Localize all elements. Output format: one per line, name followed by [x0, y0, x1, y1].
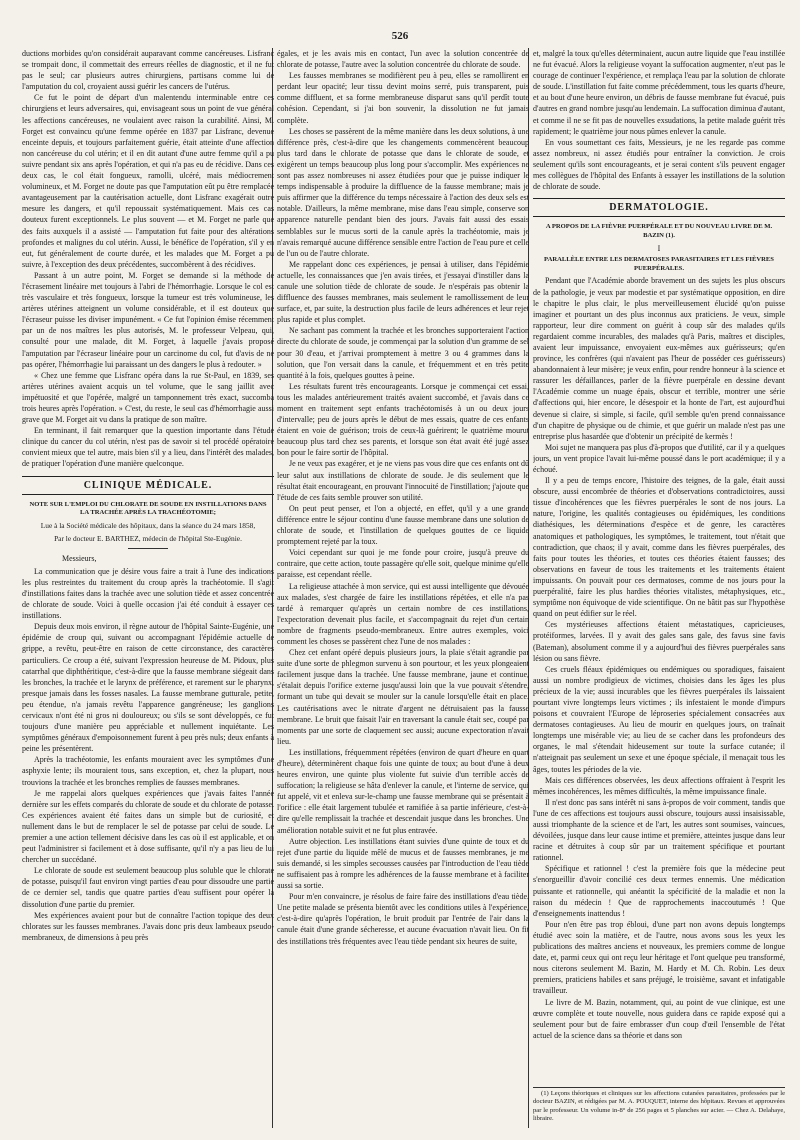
paragraph: Mais ces différences observées, les deux affections offraient à l'esprit les mêmes incohérences, les mêmes difficultés, la même impuissance finale. — [533, 775, 785, 796]
paragraph: Le livre de M. Bazin, notamment, qui, au point de vue clinique, est une œuvre complète et toute nouvelle, nous guidera dans ce rapide exposé qui a seulement pour but de faire embrasser d'un coup d'œil l'ensemble de l'état actuel de la science dans sa théorie et dans son — [533, 997, 785, 1040]
article-title: NOTE SUR L'EMPLOI DU CHLORATE DE SOUDE EN INSTILLATIONS DANS LA TRACHÉE APRÈS LA TRACHÉOTOMIE; — [29, 500, 267, 517]
paragraph: Les choses se passèrent de la même manière dans les deux solutions, à une différence près, c'est-à-dire que les changements commencèrent beaucoup plus tard dans le chlorate de potasse que dans le chlorate de soude, et exigèrent un temps beaucoup plus long pour s'accomplir. Mes expériences ne sont pas assez nombreuses ni assez étudiées pour que je puisse indiquer le temps indispensable à produire la diffluence de la fausse membrane; mais je puis affirmer que la différence du temps nécessaire à l'action des deux sels est notable. D'ailleurs, la même membrane, mise dans l'eau simple, conserve son apparence naturelle pendant bien des jours. J'avais fait aussi des essais semblables sur le mucus sorti de la canule après la trachéotomie, mais je n'avais remarqué aucune différence sensible entre l'action de l'eau pure et celle de l'un ou de l'autre chlorate. — [277, 126, 529, 258]
section-title: CLINIQUE MÉDICALE. — [22, 476, 274, 495]
paragraph: Je ne veux pas exagérer, et je ne viens pas vous dire que ces enfants ont dû leur salut aux instillations de chlorate de soude. Je dis seulement que le résultat était encourageant, en prouvant l'innocuité de l'instillation; j'ajoute que l'étude de ces faits semble prouver son utilité. — [277, 459, 529, 502]
column-1 — [22, 48, 274, 1130]
footnote: (1) Leçons théoriques et cliniques sur les affections cutanées parasitaires, professées par le docteur BAZIN, et rédigées par M. A. POUQUET, interne des hôpitaux. Revues et approuvées par le professeur. Un volume in-8° de 256 pages et 5 planches sur acier. — Chez A. Delahaye, libraire. — [533, 1089, 785, 1123]
footnotes — [533, 1087, 785, 1124]
paragraph: Autre objection. Les instillations étant suivies d'une quinte de toux et du rejet d'une partie du liquide mêlé de mucus et de fausses membranes, je me suis demandé, si les simples secousses causées par l'introduction de l'eau tiède ne suffisaient pas à rompre les adhérences de la fausse membrane et à faciliter aussi sa sortie. — [277, 836, 529, 891]
paragraph: Ne sachant pas comment la trachée et les bronches supporteraient l'action directe du chlorate de soude, je commençai par la solution d'un gramme de sel pour 30 d'eau, et j'arrivai promptement à mettre 3 ou 4 grammes dans la solution, que l'on versait dans la canule, et fréquemment et en très petite quantité à la fois, quelques gouttes à peine. — [277, 326, 529, 380]
column-3 — [533, 48, 785, 1130]
article-read-at: Lue à la Société médicale des hôpitaux, dans la séance du 24 mars 1858, — [40, 520, 256, 530]
paragraph: Je me rappelai alors quelques expériences que j'avais faites l'année dernière sur les effets comparés du chlorate de soude et du chlorate de potasse. Ces expériences avaient été faites dans un simple but de curiosité, et nullement dans le but de remplacer le sel de potasse par celui de soude. Le premier a une action tellement décisive dans les cas où il est applicable, et on peut l'administrer si facilement et à dose suffisante, qu'il n'y a pas lieu de lui chercher un succédané. — [22, 788, 274, 865]
paragraph: Les résultats furent très encourageants. Lorsque je commençai cet essai, tous les malades antérieurement traités avaient succombé, et j'avais dans ce moment en traitement sept enfants trachéotomisés à un ou deux jours d'intervalle; peu de jours après le début de mes essais, quatre de ces enfants étaient en voie de guérison; trois de ceux-là guérirent; le quatrième mourut beaucoup plus tard chez ses parents, et lorsque son état avait été jugé assez bon pour le faire sortir de l'hôpital. — [277, 381, 529, 458]
paragraph: et, malgré la toux qu'elles déterminaient, aucun autre liquide que l'eau instillée ne fut évacué. Alors la religieuse voyant la suffocation augmenter, n'eut pas le courage de continuer l'expérience, et remplaça l'eau par la solution de chlorate de soude. L'instillation fut faite comme précédemment, tous les quarts d'heure, et au bout d'une heure environ, un débris de fausse membrane fut évacué, puis d'autres en grand nombre jusqu'au lendemain. La suffocation diminua d'autant, et comme il ne se fit pas de nouvelles exsudations, la petite malade guérit très rapidement; le quatrième jour nous pûmes enlever la canule. — [533, 49, 785, 136]
paragraph: Les instillations, fréquemment répétées (environ de quart d'heure en quart d'heure), déterminèrent chaque fois une quinte de toux; au bout d'une à deux heures environ, une quinte plus violente fut suivie d'un terrible accès de suffocation; la religieuse se hâta d'enlever la canule, et l'interne de service, qui fut appelé, vit et enleva sur-le-champ une fausse membrane qui se présentait à l'orifice : elle était largement tubulée et ramifiée à sa partie inférieure, c'est-à-dire qu'elle remplissait la trachée et descendait jusque dans les bronches. Une amélioration notable suivit et ne fut plus entravée. — [277, 747, 529, 835]
paragraph: Ces mystérieuses affections étaient métastatiques, capricieuses, protéiformes, larvées. Il y avait des gales sans gale, des favus sine favis (Bateman), absolument comme il y a aujourd'hui des fièvres puerpérales sans lésion ou sans fièvre. — [533, 620, 785, 663]
paragraph: La religieuse attachée à mon service, qui est aussi intelligente que dévouée aux malades, s'est chargée de faire les instillations répétées, et elle n'a pas tardé à remarquer qu'après un certain nombre de ces instillations, l'expectoration devenait plus facile, et s'accompagnait du rejet d'un certain nombre de fragments pseudo-membraneux. Entre autres exemples, voici comment les choses se passèrent chez l'une de nos malades : — [277, 581, 529, 646]
salutation: Messieurs, — [62, 553, 97, 563]
paragraph: « Chez une femme que Lisfranc opéra dans la rue St-Paul, en 1839, ses artères utérines avaient acquis un tel volume, que le sang jaillit avec impétuosité et que l'opérée, malgré un tamponnement très exact, succomba trois heures après l'opération. » C'est, du reste, le seul cas d'hémorrhagie aussi grave que M. Forget ait vu dans la pratique de son maître. — [22, 370, 274, 425]
paragraph: Il n'est donc pas sans intérêt ni sans à-propos de voir comment, tandis que l'une de ces affections est toujours aussi obscure, toujours aussi insaisissable, aussi triomphante de la science et de l'art, les autres sont soumises, vaincues, dévoilées, jusque dans leur cause intime et première, atteintes jusque dans leur racine et détruites à coup sûr par un traitement spécifique et pourtant rationnel. — [533, 797, 785, 863]
article-author: Par le docteur E. BARTHEZ, médecin de l'hôpital Ste-Eugénie. — [54, 533, 242, 543]
article-subtitle: PARALLÈLE ENTRE LES DERMATOSES PARASITAIRES ET LES FIÈVRES PUERPÉRALES. — [544, 256, 774, 272]
paragraph: Pour m'en convaincre, je résolus de faire faire des instillations d'eau tiède. Une petite malade se présenta bientôt avec les conditions utiles à l'expérience, c'est-à-dire qu'après l'opération, le bruit produit par l'entrée de l'air dans la canule était d'une grande sécheresse, et aucune évacuation n'avait lieu. On fit des instillations très fréquentes avec l'eau tiède pendant six heures de suite, — [277, 892, 529, 946]
paragraph: Pour n'en être pas trop ébloui, d'une part non avons depuis longtemps étudié avec soin la matière, et de l'autre, nous avons sous les yeux les publications des maîtres anciens et nouveaux, les premiers comme de longue date, et, parmi ceux qui ont reçu leur héritage et l'ont quelque peu transformé, nous citerons seulement M. Bazin, M. Hardy et M. Ch. Robin. Les deux premiers, praticiens habiles et sans préjugé, le troisième, savant et infatigable travailleur. — [533, 919, 785, 996]
paragraph: Spécifique et rationnel ! c'est la première fois que la médecine peut s'enorgueillir d'avoir concilié ces deux termes ennemis. Une médication puissante et rationnelle, qui anéantit la spécificité de la maladie et non la raison du médecin ! Que de rapprochements inaccoutumés ! Que d'enseignements inattendus ! — [533, 864, 785, 918]
paragraph: Pendant que l'Académie aborde bravement un des sujets les plus obscurs de la pathologie, je veux par modestie et par systématique opposition, en dire le chapitre le plus clair, le plus merveilleusement élucidé qu'on puisse imaginer et pourtant un des plus inconnus aux praticiens. Je veux, simple rapporteur, leur dire comment on guérit à coup sûr des malades qu'ils regardaient comme incurables, des malades qu'à Paris, maîtres et disciples, avaient leur impuissance, envoyaient eux-mêmes aux guérisseurs; qu'en province, les confrères (qui n'avaient pas l'heur de posséder ces guérisseurs) abandonnaient à leur misère; je veux enfin, pour rendre honneur à la science et rassurer les défaillances, parler de la fièvre puerpérale en dessine devant l'Académie comme un nuage épais, obscur et terrible, montrer une série d'affections qui, hier encore, le désespoir et la honte de l'art, est aujourd'hui devenue si claire, si simple, si facile, qu'il semble qu'en prend connaissance d'un chapitre de physique ou de chimie, et que guérir un malade n'est pas une entreprise plus hasardée que d'obtenir un précipité de kermès ! — [533, 276, 785, 441]
paragraph: Moi sujet ne manquera pas plus d'à-propos que d'utilité, car il y a quelques jours, un vent propice l'avait lui-même poussé dans le port académique; il y a échoué. — [533, 442, 785, 474]
chapter-number: I — [657, 244, 661, 254]
page-number: 526 — [391, 30, 409, 42]
paragraph: Il y a peu de temps encore, l'histoire des teignes, de la gale, était aussi obscure, aussi encombrée de théories et d'observations contradictoires, aussi tissue d'incohérences que les fièvres puerpérales le sont de nos jours. La nature, l'origine, les qualités contagieuses ou épidémiques, les conditions diathésiques, les déterminations d'espèce et de genre, les caractères anatomiques et pathologiques, les symptômes, le traitement, tout n'était que contradiction, que chaos; il y avait, comme dans les fièvres puerpérales, des faits pour toutes les théories, et toutes ces théories étaient fausses; des observations en faveur de tous les traitements et les traitements étaient impuissants. On pouvait pour ces dermatoses, comme de nos jours pour la puerpéralité, faire les plus hardies théories vitalistes, métaphysiques, etc., symptôme non équivoque de vide scientifique. On ne bâtit pas sur l'hypothèse quand on peut édifier sur le réel. — [533, 476, 785, 619]
paragraph: Ces cruels fléaux épidémiques ou endémiques ou sporadiques, faisaient aussi un nombre prodigieux de victimes, choisies dans les âges les plus précieux de la vie; aussi incurables que les fièvres puerpérales ils laissaient pourtant vivre longtemps leurs victimes ; ils infestaient le monde d'impurs poisons et couvraient l'Europe de léproseries spécialement consacrées aux dermatoses contagieuses. Au lieu de mourir en quelques jours, on traînait longtemps une misérable vie; au lieu de se cacher dans les profondeurs des organes, le mal s'étendait hideusement sur toute la surface cutanée; il n'atteignait pas seulement un sexe et une époque spéciale, il menaçait tous les âges, toutes les périodes de la vie. — [533, 664, 785, 774]
paragraph: Le chlorate de soude est seulement beaucoup plus soluble que le chlorate de potasse, puisqu'il faut environ vingt parties d'eau pour dissoudre une partie de ce dernier sel, tandis que quatre parties d'eau suffisent pour opérer la dissolution d'une partie du premier. — [22, 866, 274, 909]
article-title: A PROPOS DE LA FIÈVRE PUERPÉRALE ET DU NOUVEAU LIVRE DE M. BAZIN (1). — [545, 223, 773, 239]
paragraph: Les fausses membranes se modifièrent peu à peu, elles se ramollirent en perdant leur opacité; leur tissu devint moins serré, puis transparent, puis comme diffluent, et sa forme membraneuse disparut sans qu'il perdît toute cohésion. Cependant, si j'ai bon souvenir, la dissolution ne fut jamais complète. — [277, 71, 529, 125]
paragraph: Depuis deux mois environ, il règne autour de l'hôpital Sainte-Eugénie, une épidémie de croup qui, suivant ou accompagnant l'épidémie actuelle de grippe, a revêtu, peut-être en raison de cette circonstance, des caractères particuliers. Ce croup a été, suivant l'expression heureuse de M. Pidoux, plus catarrhal que diphthéritique, c'est-à-dire que la fausse membrane siégeait dans les bronches, la trachée et le larynx de préférence, et rarement sur le pharynx, presque jamais dans les fosses nasales. La fausse membrane gutturale, petite, peu étendue, n'a jamais revêtu l'apparence gangréneuse; les ganglions cervicaux n'ont été ni gros ni douloureux; ou s'ils se sont développés, ce fut toujours d'une manière peu appréciable et nullement inquiétante. Les symptômes généraux d'empoisonnement furent à peu près nuls; deux enfants à peine les présentèrent. — [22, 622, 274, 754]
separator — [128, 548, 168, 549]
paragraph: ductions morbides qu'on considérait auparavant comme cancéreuses. Lisfranc se trompait donc, il commettait des erreurs réelles de diagnostic, et il ne fut pas le seul; car plusieurs autres chirurgiens, partisans comme lui de l'amputation du col, croyaient aussi guérir les cancers de l'utérus. — [22, 49, 274, 92]
column-2 — [277, 48, 529, 1130]
paragraph: En terminant, il fait remarquer que la question importante dans l'étude clinique du cancer du col utérin, n'est pas de savoir si tel procédé opératoire convient mieux que tel autre, mais bien s'il y a lieu, dans l'intérêt des malades, de pratiquer l'opération d'une manière quelconque. — [22, 426, 274, 469]
paragraph: Après la trachéotomie, les enfants mouraient avec les symptômes d'une asphyxie lente; ils mouraient tous, sans exception, et, chez la plupart, nous trouvions la trachée et les bronches remplies de fausses membranes. — [22, 755, 274, 787]
paragraph: Voici cependant sur quoi je me fonde pour croire, jusqu'à preuve du contraire, que cette action, toute passagère qu'elle soit, quelque minime qu'elle paraisse, est cependant réelle. — [277, 548, 529, 580]
paragraph: En vous soumettant ces faits, Messieurs, je ne les regarde pas comme assez nombreux, ni assez étudiés pour entraîner la conviction. Je crois seulement qu'ils sont encourageants, et je serai content s'ils peuvent engager mes collègues de l'hôpital des Enfants à essayer les instillations de la solution de chlorate de soude. — [533, 137, 785, 192]
paragraph: égales, et je les avais mis en contact, l'un avec la solution concentrée de chlorate de potasse, l'autre avec la solution concentrée du chlorate de soude. — [277, 49, 529, 70]
paragraph: On peut peut penser, et l'on a objecté, en effet, qu'il y a une grande différence entre le séjour continu d'une fausse membrane dans une solution de chlorate de soude, et l'instillation de quelques gouttes de ce liquide promptement rejeté par la toux. — [277, 503, 529, 547]
section-title: DERMATOLOGIE. — [533, 198, 785, 217]
paragraph: Chez cet enfant opéré depuis plusieurs jours, la plaie s'était agrandie par suite d'une sorte de phlegmon survenu à son pourtour, et les yeux plongeaient facilement jusque dans la trachée. Une fausse membrane, jaune et continue, s'étalait depuis l'orifice externe jusqu'aussi loin que la vue pouvait s'étendre, formant un tube qui devait se mouler sur la canule lorsqu'elle était en place. Les cautérisations avec le nitrate d'argent ne détruisaient pas la fausse membrane. Le bruit que faisait l'air en traversant la canule était sec, coupé par moments par une sorte de claquement sec aussi; aucune expectoration n'avait lieu. — [277, 648, 529, 746]
paragraph: Passant à un autre point, M. Forget se demande si la méthode de l'écrasement linéaire met toujours à l'abri de l'hémorrhagie. Lorsque le col est très vasculaire et très fongueux, lorsque la tumeur est très volumineuse, les artères utérines atteignent un volume considérable, et il est douteux que l'écraseur puisse les diviser impunément. « Ce fut l'opinion émise récemment par un de nos maîtres les plus autorisés, M. le professeur Velpeau, qui, consulté pour une malade, dit M. Forget, à laquelle j'avais proposé l'amputation par l'écraseur linéaire pour un carcinome du col, fut d'avis de ne pas opérer, l'hémorrhagie lui paraissant un des dangers le plus à redouter. » — [22, 270, 274, 369]
paragraph: Me rappelant donc ces expériences, je pensai à utiliser, dans l'épidémie actuelle, les connaissances que j'en avais tirées, et j'essayai d'instiller dans la canule une solution tiède de chlorate de soude. Je n'espérais pas obtenir la diffluence des fausses membranes, mais seulement le ramollissement de leur surface, et, par suite, la destruction plus facile de leurs adhérences et leur rejet plus rapide et plus complet. — [277, 259, 529, 325]
paragraph: Mes expériences avaient pour but de connaître l'action topique des deux chlorates sur les fausses membranes. J'avais donc pris deux lambeaux pseudo-membraneux, de dimensions à peu près — [22, 910, 274, 942]
paragraph: La communication que je désire vous faire a trait à l'une des indications les plus restreintes du traitement du croup après la trachéotomie. Il s'agit d'instillations faites dans la trachée avec une solution tiède et assez concentrée de chlorate de soude. Voici à quelle occasion j'ai été conduit à essayer ces instillations. — [22, 566, 274, 621]
paragraph: Ce fut le point de départ d'un malentendu interminable entre ces chirurgiens et leurs adversaires, qui, envisageant sous un point de vue général les affections cancéreuses, ne voulaient avec raison la curabilité. Ainsi, M. Forget est convaincu qu'une femme opérée en 1837 par Lisfranc, devenue enceinte depuis, et toujours parfaitement guérie, était atteinte d'une affection non cancéreuse du col utérin; et il en dit autant d'une autre femme qu'il a pu suivre pendant six ans après l'opération, et qui n'a pas eu de récidive. Dans ces deux cas, le col était fongueux, ramolli, ulcéré, mais médiocrement volumineux, et M. Forget ne doute pas que l'amputation eût pu être remplacée avantageusement par la cautérisation actuelle, dont Lisfranc exagérait outre mesure les dangers, et qu'il repoussait systématiquement. Mais ces cas douteux furent exceptionnels. Le plus souvent — et M. Forget ne parle que des faits auxquels il a assisté — l'amputation fut faite pour des altérations profondes et malignes du col utérin. Aussi, le bénéfice de l'opération, s'il y en eut, fut généralement de courte durée, et les malades que M. Forget a pu suivre, à l'exception des deux précédentes, succombèrent à des récidives. — [22, 93, 274, 269]
